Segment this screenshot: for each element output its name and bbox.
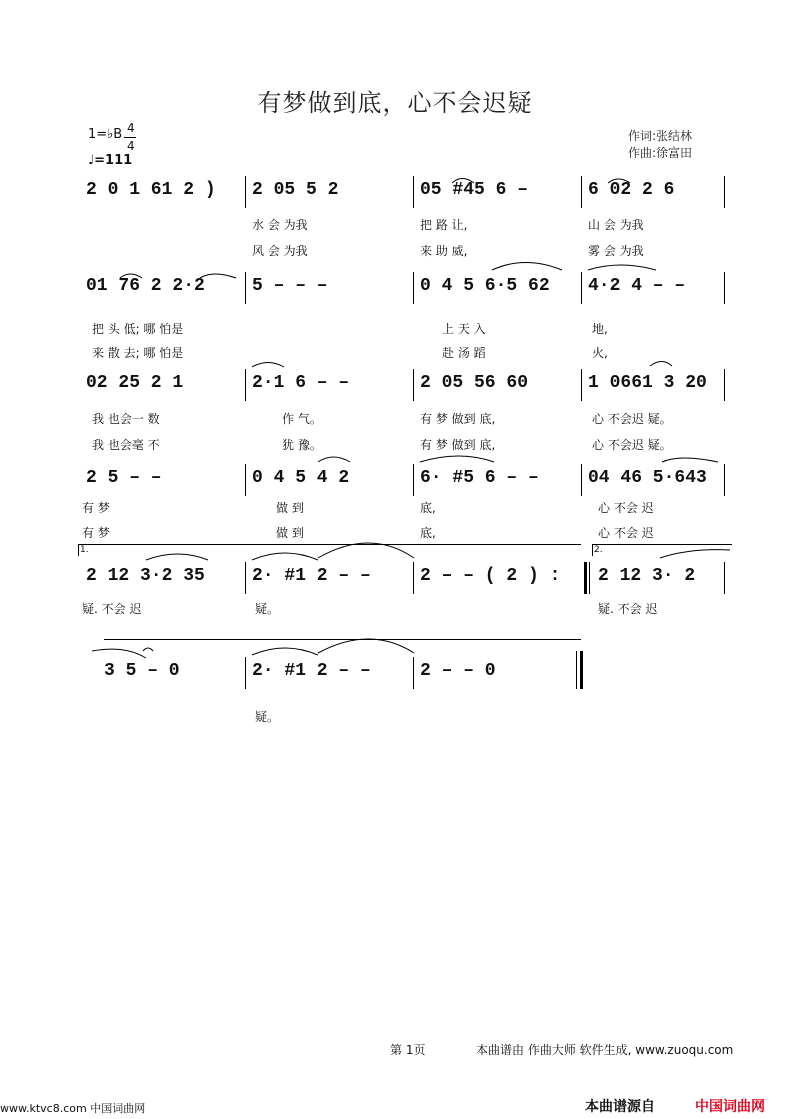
slur: [318, 457, 350, 462]
measure-r4-m1: 2 5 – –: [86, 468, 162, 488]
lyric-r4-m4-v1: 心 不会 迟: [598, 501, 654, 515]
lyric-r4-m3-v2: 底,: [420, 526, 436, 540]
measure-r1-m1: 2 0 1 61 2 ): [86, 180, 216, 200]
lyric-r3-m1-v2: 我 也会毫 不: [92, 438, 160, 452]
measure-r6-m2: 2· #1 2 – –: [252, 661, 371, 681]
slur: [420, 456, 494, 462]
slur: [492, 263, 562, 271]
time-signature-top: 4: [127, 121, 135, 135]
lyric-r3-m3-v1: 有 梦 做到 底,: [420, 412, 496, 426]
lyric-r4-m1-v2: 有 梦: [82, 526, 110, 540]
measure-r2-m4: 4·2 4 – –: [588, 276, 686, 296]
volta-2-label: 2.: [594, 545, 603, 555]
lyric-r4-m4-v2: 心 不会 迟: [598, 526, 654, 540]
fermata: [143, 648, 153, 651]
measure-r3-m3: 2 05 56 60: [420, 373, 529, 393]
lyric-r5-m4-v1: 疑. 不会 迟: [598, 602, 658, 616]
measure-r5-m3: 2 – – ( 2 ) :: [420, 566, 561, 586]
tempo-mark: ♩=111: [88, 153, 133, 168]
measure-r4-m4: 04 46 5·643: [588, 468, 707, 488]
slur: [120, 274, 142, 278]
lyric-r2-m3-v1: 上 天 入: [442, 322, 486, 336]
measure-r2-m3: 0 4 5 6·5 62: [420, 276, 550, 296]
measure-r3-m2: 2·1 6 – –: [252, 373, 350, 393]
slur: [650, 362, 672, 367]
measure-r1-m3: 05 #45 6 –: [420, 180, 529, 200]
slur: [318, 543, 414, 558]
page-title: 有梦做到底，心不会迟疑: [257, 89, 533, 117]
slur: [660, 550, 730, 558]
measure-r5-m4: 2 12 3· 2: [598, 566, 696, 586]
composer-credit: 作曲:徐富田: [628, 146, 693, 160]
lyric-r1-m4-v1: 山 会 为我: [588, 218, 644, 232]
lyric-r3-m2-v2: 犹 豫。: [282, 438, 322, 452]
measure-r4-m2: 0 4 5 4 2: [252, 468, 350, 488]
lyricist-credit: 作词:张结林: [628, 129, 693, 143]
slur: [252, 363, 284, 368]
measure-r1-m2: 2 05 5 2: [252, 180, 339, 200]
measure-r6-m3: 2 – – 0: [420, 661, 496, 681]
generator-note: 本曲谱由 作曲大师 软件生成, www.zuoqu.com: [476, 1043, 734, 1057]
slur: [608, 179, 630, 183]
lyric-r2-m3-v2: 赴 汤 蹈: [442, 346, 486, 360]
slur: [146, 554, 208, 560]
lyric-r1-m2-v2: 风 会 为我: [252, 244, 308, 258]
measure-r1-m4: 6 02 2 6: [588, 180, 675, 200]
lyric-r2-m1-v2: 来 散 去; 哪 怕是: [92, 346, 184, 360]
key-label: 1=♭B: [88, 127, 123, 142]
slur: [318, 639, 414, 653]
lyric-r6-m2-v1: 疑。: [255, 710, 280, 724]
lyric-r1-m2-v1: 水 会 为我: [252, 218, 308, 232]
slur: [200, 274, 236, 278]
measure-r6-m1: 3 5 – 0: [104, 661, 180, 681]
slur: [92, 649, 146, 658]
lyric-r1-m4-v2: 雾 会 为我: [588, 244, 644, 258]
slur: [588, 265, 656, 270]
page-number: 第 1页: [390, 1043, 426, 1057]
lyric-r3-m1-v1: 我 也会一 数: [92, 412, 160, 426]
lyric-r3-m2-v1: 作 气。: [282, 412, 322, 426]
measure-r2-m1: 01 76 2 2·2: [86, 276, 205, 296]
measure-r5-m1: 2 12 3·2 35: [86, 566, 205, 586]
slur: [252, 648, 318, 655]
lyric-r4-m2-v2: 做 到: [276, 526, 304, 540]
slur: [252, 553, 318, 560]
measure-r3-m4: 1 0661 3 20: [588, 373, 707, 393]
lyric-r5-m1-v1: 疑. 不会 迟: [82, 602, 142, 616]
source-label: 本曲谱源自: [585, 1099, 655, 1115]
lyric-r3-m4-v2: 心 不会迟 疑。: [592, 438, 672, 452]
lyric-r1-m3-v1: 把 路 让,: [420, 218, 468, 232]
site-watermark: www.ktvc8.com 中国词曲网: [0, 1102, 146, 1115]
lyric-r5-m2-v1: 疑。: [255, 602, 280, 616]
slur: [452, 179, 474, 184]
measure-r4-m3: 6· #5 6 – –: [420, 468, 539, 488]
measure-r5-m2: 2· #1 2 – –: [252, 566, 371, 586]
lyric-r2-m1-v1: 把 头 低; 哪 怕是: [92, 322, 184, 336]
lyric-r4-m2-v1: 做 到: [276, 501, 304, 515]
measure-r3-m1: 02 25 2 1: [86, 373, 184, 393]
lyric-r1-m3-v2: 来 助 威,: [420, 244, 468, 258]
lyric-r4-m1-v1: 有 梦: [82, 501, 110, 515]
slur: [662, 458, 718, 462]
measure-r2-m2: 5 – – –: [252, 276, 328, 296]
lyric-r3-m4-v1: 心 不会迟 疑。: [592, 412, 672, 426]
time-signature-bottom: 4: [127, 139, 135, 153]
lyric-r3-m3-v2: 有 梦 做到 底,: [420, 438, 496, 452]
volta-1-label: 1.: [80, 545, 89, 555]
lyric-r2-m4-v1: 地,: [592, 322, 608, 336]
source-brand: 中国词曲网: [695, 1099, 765, 1115]
lyric-r4-m3-v1: 底,: [420, 501, 436, 515]
lyric-r2-m4-v2: 火,: [592, 346, 608, 360]
